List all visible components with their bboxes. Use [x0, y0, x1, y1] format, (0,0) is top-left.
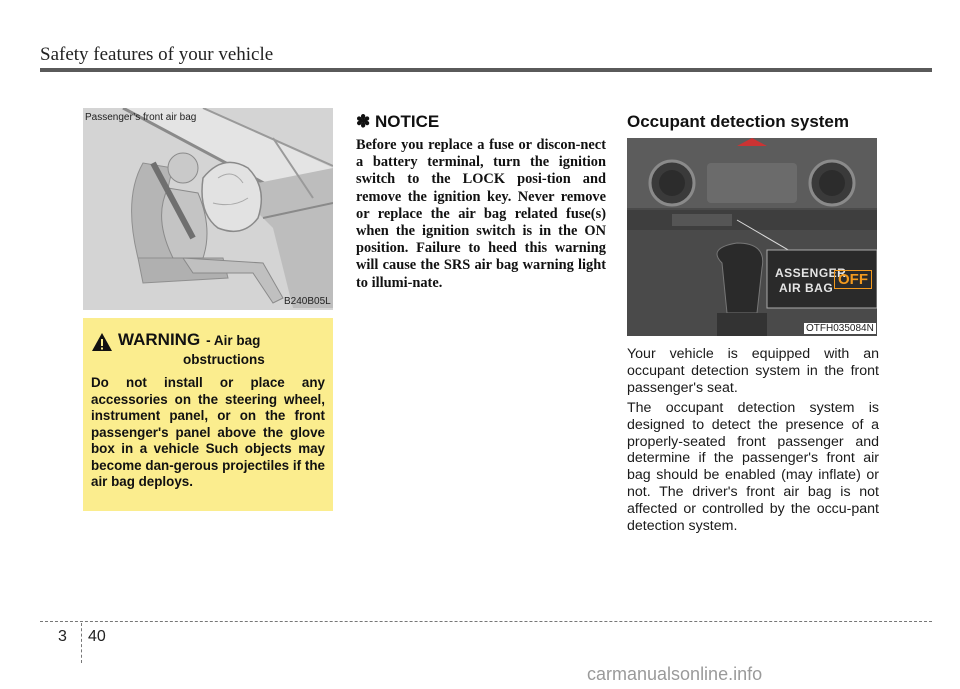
- notice-title: ✽ NOTICE: [356, 112, 440, 131]
- warning-subtitle-line2: obstructions: [183, 352, 265, 367]
- console-photo-illustration: [627, 138, 877, 336]
- left-figure-caption: Passenger’s front air bag: [85, 112, 197, 123]
- left-figure-code: B240B05L: [284, 296, 331, 307]
- page-header-title: Safety features of your vehicle: [40, 44, 274, 65]
- footer-divider: [81, 623, 82, 663]
- footer-chapter-number: 3: [58, 628, 67, 645]
- indicator-label-line2: AIR BAG: [779, 281, 834, 295]
- notice-body: Before you replace a fuse or discon-nect a battery terminal, turn the ignition switch to the LOCK posi-tion and remove the ignition key. Never remove or replace the air bag related fuse(s) when the ignition switch is in the ON position. Failure to heed this warning will cause the SRS air bag warning light to illumi-nate.: [356, 137, 606, 291]
- console-figure-code: OTFH035084N: [806, 323, 874, 334]
- warning-triangle-icon: [91, 332, 113, 352]
- warning-body: Do not install or place any accessories on the steering wheel, instrument panel, or on the front passenger's panel above the glove box in a vehicle Such objects may become dan-gerous projectiles if the air bag deploys.: [91, 375, 325, 489]
- footer-page-number: 40: [88, 628, 106, 645]
- warning-header: [91, 330, 325, 352]
- warning-label: WARNING: [118, 330, 201, 349]
- airbag-illustration: [83, 108, 333, 310]
- warning-box: [83, 318, 333, 511]
- center-console-figure: [627, 138, 877, 336]
- header-rule: [40, 68, 932, 72]
- occupant-section-title: Occupant detection system: [627, 112, 850, 131]
- indicator-label-line1: ASSENGER: [775, 266, 847, 280]
- passenger-airbag-figure: [83, 108, 333, 310]
- occupant-para-2: The occupant detection system is designed to detect the presence of a properly-seated front passenger and determine if the passenger's front air bag should be enabled (may inflate) or not. The driver's front air bag is not affected or controlled by the occu-pant detection system.: [627, 400, 879, 534]
- indicator-off-status: OFF: [834, 270, 872, 289]
- footer-rule: [40, 621, 932, 622]
- warning-subtitle-line1: - Air bag: [206, 333, 261, 348]
- occupant-para-1: Your vehicle is equipped with an occupant detection system in the front passenger's seat.: [627, 346, 879, 396]
- watermark-text: carmanualsonline.info: [587, 664, 763, 684]
